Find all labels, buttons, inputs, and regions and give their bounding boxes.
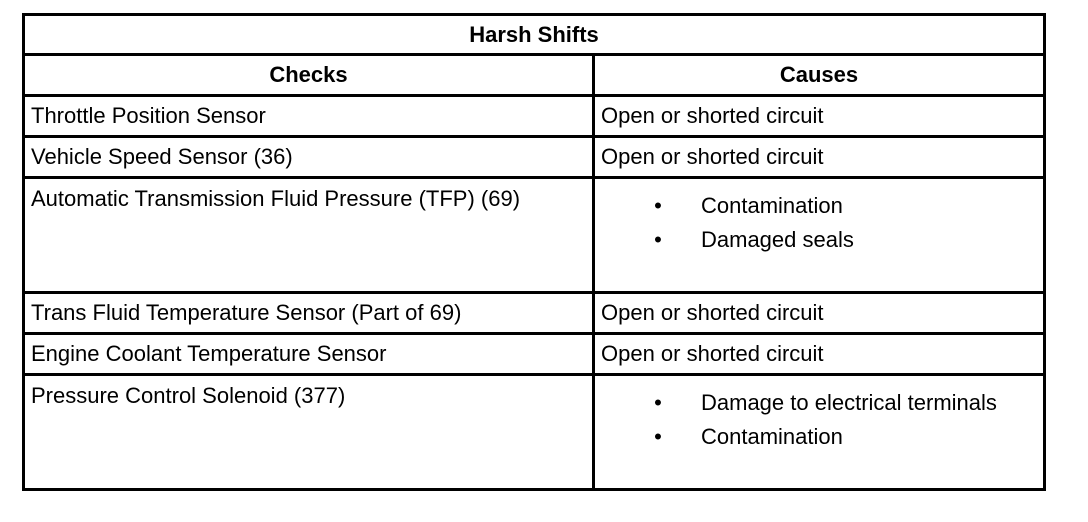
cause-cell	[594, 96, 1045, 137]
table-header-row	[24, 55, 1045, 96]
check-text: Throttle Position Sensor	[31, 103, 266, 128]
check-cell	[24, 178, 594, 293]
bullet-icon: •	[654, 227, 662, 252]
causes-column-header: Causes	[594, 55, 1045, 96]
cause-list	[595, 386, 1043, 454]
check-cell	[24, 96, 594, 137]
check-text: Vehicle Speed Sensor (36)	[31, 144, 293, 169]
check-cell	[24, 375, 594, 490]
table-row	[24, 293, 1045, 334]
table-title-row	[24, 15, 1045, 55]
check-text: Trans Fluid Temperature Sensor (Part of 69)	[31, 300, 462, 325]
cause-text: Contamination	[701, 424, 843, 449]
check-cell	[24, 137, 594, 178]
cause-text: Damaged seals	[701, 227, 854, 252]
cause-list-item	[595, 189, 1043, 223]
table-row	[24, 334, 1045, 375]
bullet-icon: •	[654, 424, 662, 449]
bullet-icon: •	[654, 193, 662, 218]
cause-cell	[594, 178, 1045, 293]
table-row	[24, 178, 1045, 293]
cause-text: Open or shorted circuit	[601, 341, 824, 366]
cause-cell	[594, 334, 1045, 375]
cause-cell	[594, 137, 1045, 178]
table-row	[24, 137, 1045, 178]
table-row	[24, 375, 1045, 490]
check-cell	[24, 334, 594, 375]
cause-list-item	[595, 386, 1043, 420]
cause-text: Contamination	[701, 193, 843, 218]
checks-column-header: Checks	[24, 55, 594, 96]
harsh-shifts-table	[22, 13, 1046, 491]
cause-text: Open or shorted circuit	[601, 103, 824, 128]
table-row	[24, 96, 1045, 137]
check-text: Pressure Control Solenoid (377)	[31, 383, 346, 408]
check-text: Engine Coolant Temperature Sensor	[31, 341, 387, 366]
cause-list-item	[595, 223, 1043, 257]
cause-cell	[594, 293, 1045, 334]
cause-list-item	[595, 420, 1043, 454]
cause-text: Damage to electrical terminals	[701, 390, 997, 415]
check-cell	[24, 293, 594, 334]
cause-text: Open or shorted circuit	[601, 144, 824, 169]
table-title: Harsh Shifts	[24, 15, 1045, 55]
cause-text: Open or shorted circuit	[601, 300, 824, 325]
cause-list	[595, 189, 1043, 257]
bullet-icon: •	[654, 390, 662, 415]
check-text: Automatic Transmission Fluid Pressure (TFP) (69)	[31, 186, 521, 211]
cause-cell	[594, 375, 1045, 490]
